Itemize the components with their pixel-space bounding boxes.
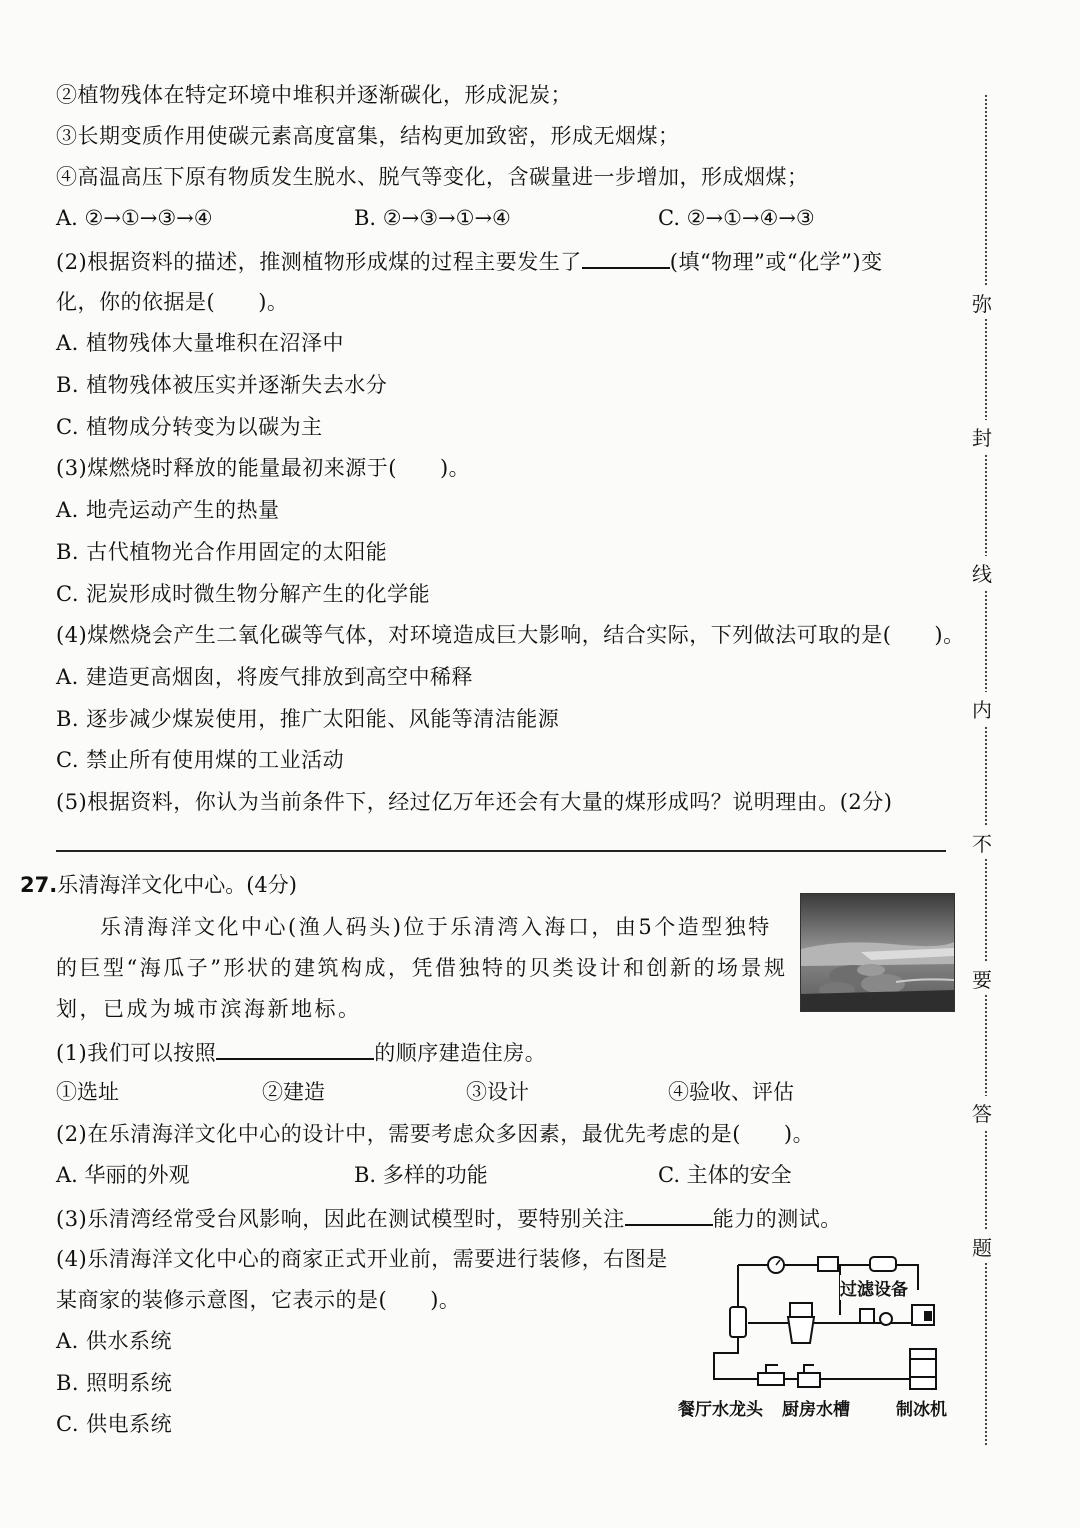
q5-stem: (5)根据资料，你认为当前条件下，经过亿万年还会有大量的煤形成吗？说明理由。(2分)	[56, 790, 893, 814]
q1-option-b: B. ②→③→①→④	[354, 206, 511, 230]
seal-char-7: 答	[972, 1096, 992, 1129]
seal-char-5: 不	[972, 826, 992, 859]
q27-s2-option-a: A. 华丽的外观	[56, 1163, 190, 1187]
q27-s1-answer-blank[interactable]	[216, 1036, 374, 1060]
seal-char-8: 题	[972, 1230, 992, 1263]
filter-cartridge-icon	[870, 1257, 896, 1271]
seal-char-1: 弥	[972, 286, 992, 319]
q27-intro-line-1: 乐清海洋文化中心(渔人码头)位于乐清湾入海口，由5个造型独特	[100, 915, 772, 939]
seal-char-6: 要	[972, 962, 992, 995]
step-4-line: ④高温高压下原有物质发生脱水、脱气等变化，含碳量进一步增加，形成烟煤；	[56, 165, 809, 189]
pump-icon	[860, 1309, 874, 1323]
pressure-gauge-icon	[768, 1257, 784, 1273]
label-sink: 厨房水槽	[782, 1400, 850, 1420]
q4-option-b: B. 逐步减少煤炭使用，推广太阳能、风能等清洁能源	[56, 707, 560, 731]
q2-answer-blank[interactable]	[582, 245, 670, 269]
q27-s4-option-a: A. 供水系统	[56, 1329, 173, 1353]
q27-intro-line-2: 的巨型“海瓜子”形状的建筑构成，凭借独特的贝类设计和创新的场景规	[56, 956, 788, 980]
q3-option-b: B. 古代植物光合作用固定的太阳能	[56, 540, 388, 564]
step-3-line: ③长期变质作用使碳元素高度富集，结构更加致密，形成无烟煤；	[56, 124, 680, 148]
faucet-icon	[758, 1365, 784, 1385]
plumbing-diagram	[678, 1245, 980, 1430]
q2-stem-cont: 化，你的依据是( )。	[56, 290, 289, 314]
q27-header	[20, 870, 297, 900]
q27-s3-part-a: (3)乐清湾经常受台风影响，因此在测试模型时，要特别关注	[56, 1207, 625, 1231]
q5-answer-line[interactable]	[56, 850, 946, 852]
q27-s1-stem	[56, 1036, 546, 1068]
q27-s2-stem: (2)在乐清海洋文化中心的设计中，需要考虑众多因素，最优先考虑的是( )。	[56, 1122, 815, 1146]
q1-option-c: C. ②→①→④→③	[658, 206, 815, 230]
q27-s4-option-c: C. 供电系统	[56, 1412, 173, 1436]
q2-stem-part-a: (2)根据资料的描述，推测植物形成煤的过程主要发生了	[56, 250, 582, 274]
label-faucet: 餐厅水龙头	[678, 1400, 763, 1420]
q2-stem	[56, 245, 883, 277]
water-purifier-icon	[788, 1303, 814, 1343]
q4-option-a: A. 建造更高烟囱，将废气排放到高空中稀释	[56, 665, 474, 689]
q2-stem-part-b: (填“物理”或“化学”)变	[669, 250, 883, 274]
seal-char-4: 内	[972, 692, 992, 725]
ice-machine-icon	[910, 1349, 936, 1389]
q27-number: 27.	[20, 873, 58, 897]
valve-icon	[818, 1257, 838, 1271]
q4-stem: (4)煤燃烧会产生二氧化碳等气体，对环境造成巨大影响，结合实际，下列做法可取的是( )。	[56, 623, 965, 647]
q2-option-b: B. 植物残体被压实并逐渐失去水分	[56, 373, 388, 397]
q27-s1-option-1: ①选址	[56, 1080, 119, 1104]
q3-option-c: C. 泥炭形成时微生物分解产生的化学能	[56, 582, 431, 606]
q27-s3-part-b: 能力的测试。	[712, 1207, 842, 1231]
q27-s1-option-2: ②建造	[262, 1080, 325, 1104]
q27-s1-option-4: ④验收、评估	[668, 1080, 794, 1104]
q1-option-a: A. ②→①→③→④	[56, 206, 213, 230]
q27-title: 乐清海洋文化中心。(4分)	[57, 873, 297, 897]
label-ice-machine: 制冰机	[896, 1400, 947, 1420]
sink-icon	[798, 1365, 820, 1387]
q27-s1-option-3: ③设计	[466, 1080, 529, 1104]
building-photo	[800, 893, 955, 1012]
q27-s4-line-2: 某商家的装修示意图，它表示的是( )。	[56, 1288, 461, 1312]
q27-s3-answer-blank[interactable]	[625, 1202, 713, 1226]
q27-s2-option-c: C. 主体的安全	[658, 1163, 792, 1187]
q3-stem: (3)煤燃烧时释放的能量最初来源于( )。	[56, 456, 471, 480]
q27-intro-line-3: 划，已成为城市滨海新地标。	[56, 997, 362, 1021]
step-2-line: ②植物残体在特定环境中堆积并逐渐碳化，形成泥炭；	[56, 83, 572, 107]
q27-s3-stem	[56, 1202, 842, 1234]
q4-option-c: C. 禁止所有使用煤的工业活动	[56, 748, 345, 772]
q2-option-c: C. 植物成分转变为以碳为主	[56, 415, 323, 439]
q27-s4-line-1: (4)乐清海洋文化中心的商家正式开业前，需要进行装修，右图是	[56, 1247, 668, 1271]
q3-option-a: A. 地壳运动产生的热量	[56, 498, 280, 522]
q27-s4-option-b: B. 照明系统	[56, 1371, 173, 1395]
meter-icon	[880, 1313, 892, 1325]
label-filter: 过滤设备	[840, 1275, 908, 1300]
q27-s1-part-a: (1)我们可以按照	[56, 1041, 217, 1065]
q27-s2-option-b: B. 多样的功能	[354, 1163, 488, 1187]
seal-char-3: 线	[972, 556, 992, 589]
q2-option-a: A. 植物残体大量堆积在沼泽中	[56, 331, 345, 355]
q27-s1-part-b: 的顺序建造住房。	[374, 1041, 547, 1065]
side-filter-icon	[730, 1307, 746, 1337]
seal-char-2: 封	[972, 420, 992, 453]
